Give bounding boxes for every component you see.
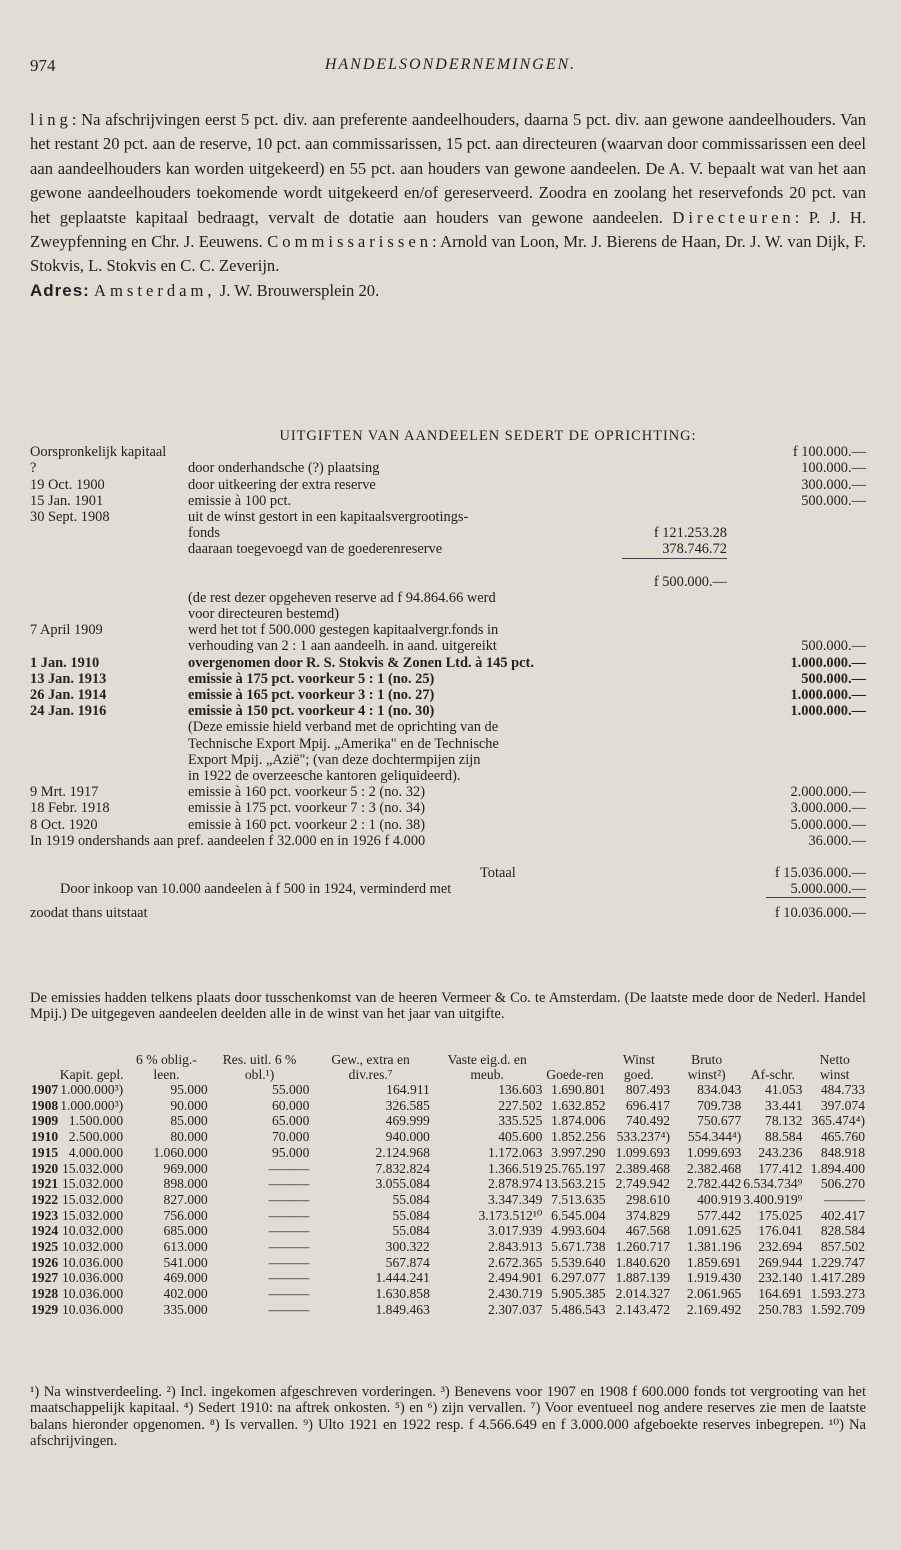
value-cell: 136.603 bbox=[498, 1082, 543, 1097]
issue-amount: 1.000.000.— bbox=[790, 654, 866, 671]
issue-amount: 500.000.— bbox=[801, 670, 866, 687]
value-cell: 1.592.709 bbox=[810, 1301, 865, 1317]
company-description bbox=[30, 108, 866, 303]
issue-row bbox=[30, 460, 866, 476]
directors-text: : P. J. H. Zweypfenning en Chr. J. Eeuwens. bbox=[30, 207, 866, 252]
value-cell: 5.905.385 bbox=[551, 1286, 606, 1302]
value-cell: 335.525 bbox=[498, 1113, 543, 1129]
value-cell: 33.441 bbox=[765, 1097, 803, 1113]
issue-description: in 1922 de overzeesche kantoren geliquideerd). bbox=[188, 767, 461, 784]
table-row bbox=[30, 1223, 866, 1239]
value-cell: 1.000.000³) bbox=[60, 1097, 124, 1113]
issue-date: 18 Febr. 1918 bbox=[30, 800, 110, 817]
value-cell: 1.840.620 bbox=[615, 1254, 671, 1270]
outstanding-amount: f 10.036.000.— bbox=[774, 905, 866, 922]
year-cell: 1909 bbox=[31, 1113, 59, 1129]
issue-row bbox=[30, 574, 866, 590]
value-cell: 175.025 bbox=[758, 1207, 803, 1223]
value-cell: 1.859.691 bbox=[686, 1254, 742, 1270]
value-cell: 1.099.693 bbox=[686, 1144, 742, 1160]
share-issues-list bbox=[30, 444, 866, 921]
value-cell: 857.502 bbox=[820, 1239, 865, 1255]
value-cell: 232.140 bbox=[758, 1270, 803, 1286]
value-cell: 1.593.273 bbox=[810, 1286, 865, 1302]
table-row bbox=[30, 1161, 866, 1177]
issue-date: ? bbox=[30, 460, 37, 477]
value-cell: 1.091.625 bbox=[686, 1223, 742, 1239]
year-cell: 1910 bbox=[31, 1129, 59, 1145]
value-cell: 65.000 bbox=[271, 1113, 310, 1129]
issue-description: emissie à 160 pct. voorkeur 5 : 2 (no. 32) bbox=[188, 784, 425, 801]
issue-amount: 36.000.— bbox=[808, 832, 866, 849]
issue-amount: f 100.000.— bbox=[792, 444, 866, 461]
value-cell: 740.492 bbox=[625, 1113, 671, 1129]
value-cell: ——— bbox=[268, 1254, 310, 1270]
value-cell: 2.672.365 bbox=[488, 1254, 543, 1270]
value-cell: 7.832.824 bbox=[375, 1160, 430, 1176]
issue-description: emissie à 165 pct. voorkeur 3 : 1 (no. 27) bbox=[188, 687, 435, 704]
value-cell: 4.993.604 bbox=[551, 1223, 606, 1239]
issue-row bbox=[30, 509, 866, 525]
year-cell: 1923 bbox=[31, 1207, 59, 1223]
issue-date: 24 Jan. 1916 bbox=[30, 703, 107, 720]
column-header: Goede-ren bbox=[546, 1067, 604, 1082]
value-cell: 15.032.000 bbox=[62, 1160, 124, 1176]
value-cell: 1.690.801 bbox=[551, 1082, 606, 1097]
value-cell: 1.849.463 bbox=[375, 1301, 430, 1317]
share-issues-heading: UITGIFTEN VAN AANDEELEN SEDERT DE OPRICHTING: bbox=[279, 428, 697, 444]
value-cell: 5.539.640 bbox=[551, 1254, 606, 1270]
buyback-row bbox=[30, 881, 866, 897]
issue-subamount: f 121.253.28 bbox=[653, 525, 727, 542]
value-cell: 4.000.000 bbox=[68, 1144, 124, 1160]
running-title: HANDELSONDERNEMINGEN. bbox=[324, 56, 577, 73]
issue-amount: 3.000.000.— bbox=[790, 800, 866, 817]
value-cell: 326.585 bbox=[385, 1097, 430, 1113]
value-cell: ——— bbox=[268, 1301, 310, 1317]
outstanding-row bbox=[30, 905, 866, 921]
table-row bbox=[30, 1145, 866, 1161]
issue-description: (Deze emissie hield verband met de oprichting van de bbox=[188, 719, 499, 736]
year-cell: 1927 bbox=[31, 1270, 59, 1286]
issue-amount: 1.000.000.— bbox=[790, 703, 866, 720]
value-cell: 10.032.000 bbox=[62, 1239, 124, 1255]
value-cell: ——— bbox=[268, 1270, 310, 1286]
issue-amount: 500.000.— bbox=[801, 492, 866, 509]
value-cell: 1.366.519 bbox=[488, 1160, 543, 1176]
value-cell: 298.610 bbox=[625, 1191, 671, 1207]
value-cell: 2.782.442 bbox=[686, 1176, 742, 1192]
year-cell: 1922 bbox=[31, 1191, 59, 1207]
commissioners-text: : Arnold van Loon, Mr. J. Bierens de Haan, Dr. J. W. van Dijk, F. Stokvis, L. Stokvis en C. C. Zeverijn. bbox=[30, 232, 866, 276]
issue-description: verhouding van 2 : 1 aan aandeelh. in aand. uitgereikt bbox=[188, 638, 497, 655]
issue-description: daaraan toegevoegd van de goederenreserve bbox=[188, 541, 443, 558]
value-cell: ——— bbox=[824, 1191, 865, 1207]
issue-amount: 300.000.— bbox=[801, 476, 866, 493]
table-row bbox=[30, 1286, 866, 1302]
issue-row bbox=[30, 606, 866, 622]
value-cell: 55.084 bbox=[392, 1223, 430, 1239]
value-cell: 374.829 bbox=[625, 1207, 671, 1223]
year-cell: 1924 bbox=[31, 1223, 59, 1239]
column-header bbox=[30, 1052, 59, 1082]
year-cell: 1915 bbox=[31, 1144, 59, 1160]
issue-date: 19 Oct. 1900 bbox=[30, 476, 105, 493]
value-cell: 807.493 bbox=[625, 1082, 671, 1097]
table-row bbox=[30, 1113, 866, 1129]
value-cell: 5.671.738 bbox=[551, 1239, 606, 1255]
financial-table bbox=[30, 1052, 866, 1318]
value-cell: 397.074 bbox=[820, 1097, 865, 1113]
table-row bbox=[30, 1082, 866, 1098]
year-cell: 1926 bbox=[31, 1254, 59, 1270]
table-row bbox=[30, 1239, 866, 1255]
value-cell: 2.878.974 bbox=[488, 1176, 543, 1192]
value-cell: 3.055.084 bbox=[375, 1176, 430, 1192]
issue-row bbox=[30, 671, 866, 687]
issue-date: 1 Jan. 1910 bbox=[30, 654, 100, 671]
value-cell: 465.760 bbox=[820, 1129, 865, 1145]
value-cell: 2.061.965 bbox=[686, 1286, 742, 1302]
page-header bbox=[30, 56, 871, 82]
value-cell: ——— bbox=[268, 1286, 310, 1302]
value-cell: ——— bbox=[268, 1176, 310, 1192]
page-number: 974 bbox=[30, 56, 56, 75]
value-cell: 2.014.327 bbox=[615, 1286, 671, 1302]
value-cell: 567.874 bbox=[385, 1254, 430, 1270]
commissioners-label: Commissarissen bbox=[267, 232, 432, 252]
issue-row bbox=[30, 558, 866, 574]
value-cell: 405.600 bbox=[498, 1129, 543, 1145]
value-cell: 1.630.858 bbox=[375, 1286, 430, 1302]
table-row bbox=[30, 1255, 866, 1271]
total-amount: f 15.036.000.— bbox=[774, 865, 866, 882]
value-cell: 750.677 bbox=[697, 1113, 742, 1129]
value-cell: 95.000 bbox=[170, 1082, 208, 1097]
issue-amount: 1.000.000.— bbox=[790, 687, 866, 704]
value-cell: 2.169.492 bbox=[686, 1301, 742, 1317]
value-cell: 2.307.037 bbox=[488, 1301, 543, 1317]
issue-row bbox=[30, 768, 866, 784]
value-cell: 6.534.734⁹ bbox=[743, 1176, 803, 1192]
spacer-row bbox=[30, 849, 866, 865]
value-cell: 1.417.289 bbox=[810, 1270, 865, 1286]
value-cell: 402.417 bbox=[820, 1207, 865, 1223]
profit-distribution-text: : Na afschrijvingen eerst 5 pct. div. aan preferente aandeelhouders, daarna 5 pct. div. aan gewone aandeelhouders. Van het restant 20 pct. aan de reserve, 10 pct. aan commissarissen, 15 pct. aan directeuren (waarvan door commissarissen een deel aan aandeelhouders kan worden uitgekeerd) en 55 pct. aan houders van gewone aandeelen. De A. V. bepaalt wat van het aan gewone aandeelhouders toekomende wordt uitgekeerd en/of gereserveerd. Zoodra en zoolang het reservefonds 20 pct. van het geplaatste kapitaal bedraagt, vervalt de dotatie aan houders van gewone aandeelen. bbox=[30, 110, 866, 227]
year-cell: 1929 bbox=[31, 1301, 59, 1317]
value-cell: 1.852.256 bbox=[551, 1129, 606, 1145]
table-row bbox=[30, 1270, 866, 1286]
issue-row bbox=[30, 590, 866, 606]
value-cell: 1.172.063 bbox=[488, 1144, 543, 1160]
issue-amount: 500.000.— bbox=[801, 638, 866, 655]
issue-description: overgenomen door R. S. Stokvis & Zonen Ltd. à 145 pct. bbox=[188, 654, 534, 671]
column-header: Winst goed. bbox=[622, 1052, 655, 1082]
value-cell: 90.000 bbox=[170, 1097, 208, 1113]
value-cell: 5.486.543 bbox=[551, 1301, 606, 1317]
value-cell: 898.000 bbox=[163, 1176, 208, 1192]
value-cell: 78.132 bbox=[765, 1113, 803, 1129]
issue-row bbox=[30, 622, 866, 638]
column-header: Af-schr. bbox=[750, 1067, 795, 1082]
column-header: Netto winst bbox=[819, 1052, 850, 1082]
issue-date: 13 Jan. 1913 bbox=[30, 670, 107, 687]
value-cell: 554.344⁴) bbox=[687, 1129, 742, 1145]
spaced-word: ling bbox=[30, 110, 72, 129]
table-row bbox=[30, 1176, 866, 1192]
value-cell: 3.347.349 bbox=[488, 1191, 543, 1207]
value-cell: 969.000 bbox=[163, 1160, 208, 1176]
value-cell: 176.041 bbox=[758, 1223, 803, 1239]
value-cell: 365.474⁴) bbox=[811, 1113, 865, 1129]
value-cell: 10.036.000 bbox=[62, 1270, 124, 1286]
financial-table-header bbox=[30, 1052, 866, 1082]
value-cell: 2.494.901 bbox=[488, 1270, 543, 1286]
value-cell: 613.000 bbox=[163, 1239, 208, 1255]
directors-label: Directeuren bbox=[672, 207, 795, 227]
column-header: Res. uitl. 6 % obl.¹) bbox=[222, 1052, 297, 1082]
issue-row bbox=[30, 736, 866, 752]
issue-description: emissie à 100 pct. bbox=[188, 492, 292, 509]
value-cell: 243.236 bbox=[758, 1144, 803, 1160]
value-cell: 1.060.000 bbox=[153, 1144, 208, 1160]
value-cell: 232.694 bbox=[758, 1239, 803, 1255]
value-cell: 15.032.000 bbox=[62, 1191, 124, 1207]
issue-description: uit de winst gestort in een kapitaalsvergrootings- bbox=[188, 508, 469, 525]
value-cell: 2.124.968 bbox=[375, 1144, 430, 1160]
value-cell: 484.733 bbox=[820, 1082, 865, 1097]
value-cell: 10.036.000 bbox=[62, 1254, 124, 1270]
value-cell: 177.412 bbox=[758, 1160, 803, 1176]
value-cell: 95.000 bbox=[271, 1144, 310, 1160]
issue-description: emissie à 150 pct. voorkeur 4 : 1 (no. 30) bbox=[188, 703, 435, 720]
value-cell: 685.000 bbox=[163, 1223, 208, 1239]
value-cell: ——— bbox=[268, 1160, 310, 1176]
issue-date: In 1919 ondershands aan pref. aandeelen f 32.000 en in 1926 f 4.000 bbox=[30, 832, 426, 849]
issue-row bbox=[30, 703, 866, 719]
value-cell: 55.084 bbox=[392, 1207, 430, 1223]
value-cell: 2.389.468 bbox=[615, 1160, 671, 1176]
financial-table-body bbox=[30, 1082, 866, 1318]
value-cell: 940.000 bbox=[385, 1129, 430, 1145]
value-cell: 1.887.139 bbox=[615, 1270, 671, 1286]
issue-row bbox=[30, 525, 866, 541]
value-cell: 1.000.000³) bbox=[60, 1082, 124, 1097]
issue-date: 30 Sept. 1908 bbox=[30, 508, 110, 525]
outstanding-label: zoodat thans uitstaat bbox=[30, 905, 148, 922]
issue-amount: 5.000.000.— bbox=[790, 816, 866, 833]
value-cell: 1.500.000 bbox=[68, 1113, 124, 1129]
value-cell: 10.036.000 bbox=[62, 1286, 124, 1302]
column-header: Kapit. gepl. bbox=[59, 1067, 124, 1082]
issue-row bbox=[30, 477, 866, 493]
issue-date: 26 Jan. 1914 bbox=[30, 687, 107, 704]
value-cell: 469.999 bbox=[385, 1113, 430, 1129]
issue-row bbox=[30, 817, 866, 833]
value-cell: ——— bbox=[268, 1207, 310, 1223]
value-cell: 164.911 bbox=[386, 1082, 430, 1097]
buyback-amount: 5.000.000.— bbox=[790, 881, 866, 898]
address-city: Amsterdam, bbox=[94, 280, 216, 300]
value-cell: 709.738 bbox=[697, 1097, 742, 1113]
issue-amount: 100.000.— bbox=[801, 460, 866, 477]
value-cell: 41.053 bbox=[765, 1082, 803, 1097]
value-cell: 533.237⁴) bbox=[616, 1129, 671, 1145]
column-header: 6 % oblig.-leen. bbox=[136, 1052, 197, 1082]
issue-description: Technische Export Mpij. „Amerika" en de Technische bbox=[188, 735, 499, 752]
issue-date: 9 Mrt. 1917 bbox=[30, 784, 99, 801]
year-cell: 1920 bbox=[31, 1160, 59, 1176]
value-cell: 85.000 bbox=[170, 1113, 208, 1129]
value-cell: 467.568 bbox=[625, 1223, 671, 1239]
value-cell: 227.502 bbox=[498, 1097, 543, 1113]
value-cell: 55.084 bbox=[392, 1191, 430, 1207]
value-cell: 2.382.468 bbox=[686, 1160, 742, 1176]
issue-row bbox=[30, 655, 866, 671]
value-cell: 55.000 bbox=[271, 1082, 310, 1097]
value-cell: 506.270 bbox=[820, 1176, 865, 1192]
value-cell: ——— bbox=[268, 1223, 310, 1239]
issue-description: door onderhandsche (?) plaatsing bbox=[188, 460, 380, 477]
table-row bbox=[30, 1192, 866, 1208]
value-cell: 1.632.852 bbox=[551, 1097, 606, 1113]
issue-date: 7 April 1909 bbox=[30, 622, 103, 639]
value-cell: 2.143.472 bbox=[615, 1301, 671, 1317]
issue-row bbox=[30, 541, 866, 557]
year-cell: 1921 bbox=[31, 1176, 59, 1192]
value-cell: 70.000 bbox=[271, 1129, 310, 1145]
value-cell: 1.894.400 bbox=[810, 1160, 865, 1176]
value-cell: 60.000 bbox=[271, 1097, 310, 1113]
value-cell: 834.043 bbox=[697, 1082, 742, 1097]
value-cell: 3.400.919⁹ bbox=[743, 1191, 803, 1207]
value-cell: 1.229.747 bbox=[810, 1254, 865, 1270]
issue-row bbox=[30, 784, 866, 800]
value-cell: 1.919.430 bbox=[686, 1270, 742, 1286]
issue-row bbox=[30, 444, 866, 460]
value-cell: 1.381.196 bbox=[686, 1239, 742, 1255]
issue-description: Export Mpij. „Azië"; (van deze dochtermpijen zijn bbox=[188, 751, 481, 768]
issue-date: Oorspronkelijk kapitaal bbox=[30, 444, 167, 461]
issue-date: 8 Oct. 1920 bbox=[30, 816, 98, 833]
value-cell: 2.843.913 bbox=[488, 1239, 543, 1255]
table-row bbox=[30, 1098, 866, 1114]
total-label: Totaal bbox=[480, 865, 516, 882]
year-cell: 1907 bbox=[31, 1082, 59, 1097]
emissions-note: De emissies hadden telkens plaats door tusschenkomst van de heeren Vermeer & Co. te Amsterdam. (De laatste mede door de Nederl. Handel Mpij.) De uitgegeven aandeelen deelden alle in de winst van het jaar van uitgifte. bbox=[30, 990, 866, 1023]
year-cell: 1925 bbox=[31, 1239, 59, 1255]
value-cell: 335.000 bbox=[163, 1301, 208, 1317]
value-cell: 15.032.000 bbox=[62, 1176, 124, 1192]
column-header: Bruto winst²) bbox=[687, 1052, 726, 1082]
value-cell: 577.442 bbox=[697, 1207, 742, 1223]
issue-row bbox=[30, 687, 866, 703]
share-issues-section bbox=[30, 428, 866, 922]
value-cell: 15.032.000 bbox=[62, 1207, 124, 1223]
value-cell: 756.000 bbox=[163, 1207, 208, 1223]
issue-row bbox=[30, 719, 866, 735]
value-cell: 164.691 bbox=[758, 1286, 803, 1302]
issue-description: (de rest dezer opgeheven reserve ad f 94.864.66 werd bbox=[188, 589, 496, 606]
footnotes: ¹) Na winstverdeeling. ²) Incl. ingekomen afgeschreven vorderingen. ³) Benevens voor 1907 en 1908 f 600.000 fonds tot vergrooting van het maatschappelijk kapitaal. ⁴) Sedert 1910: na aftrek onkosten. ⁵) en ⁶) zijn vervallen. ⁷) Voor eventueel nog andere reserves zie men de laatste balans hieronder opgenomen. ⁸) Is vervallen. ⁹) Ulto 1921 en 1922 resp. f 4.566.649 en f 3.000.000 afgeboekte reserves inbegrepen. ¹⁰) Na afschrijvingen. bbox=[30, 1384, 866, 1450]
issue-description: emissie à 175 pct. voorkeur 5 : 1 (no. 25) bbox=[188, 670, 435, 687]
year-cell: 1908 bbox=[31, 1097, 59, 1113]
value-cell: 402.000 bbox=[163, 1286, 208, 1302]
value-cell: 1.874.006 bbox=[551, 1113, 606, 1129]
value-cell: 469.000 bbox=[163, 1270, 208, 1286]
value-cell: 1.260.717 bbox=[615, 1239, 671, 1255]
value-cell: 3.017.939 bbox=[488, 1223, 543, 1239]
value-cell: 80.000 bbox=[170, 1129, 208, 1145]
issue-description: emissie à 160 pct. voorkeur 2 : 1 (no. 38) bbox=[188, 816, 425, 833]
issue-subamount: 378.746.72 bbox=[662, 541, 727, 558]
value-cell: 827.000 bbox=[163, 1191, 208, 1207]
value-cell: 6.297.077 bbox=[551, 1270, 606, 1286]
issue-row bbox=[30, 752, 866, 768]
value-cell: 2.749.942 bbox=[615, 1176, 671, 1192]
value-cell: 10.032.000 bbox=[62, 1223, 124, 1239]
issue-row bbox=[30, 833, 866, 849]
value-cell: 269.944 bbox=[758, 1254, 803, 1270]
issue-description: werd het tot f 500.000 gestegen kapitaalvergr.fonds in bbox=[188, 622, 499, 639]
spacer-row bbox=[30, 897, 866, 905]
issue-description: emissie à 175 pct. voorkeur 7 : 3 (no. 34) bbox=[188, 800, 425, 817]
value-cell: 541.000 bbox=[163, 1254, 208, 1270]
buyback-text: Door inkoop van 10.000 aandeelen à f 500 in 1924, verminderd met bbox=[60, 881, 452, 898]
value-cell: 828.584 bbox=[820, 1223, 865, 1239]
issue-description: door uitkeering der extra reserve bbox=[188, 476, 376, 493]
value-cell: 848.918 bbox=[820, 1144, 865, 1160]
value-cell: 13.563.215 bbox=[544, 1176, 606, 1192]
total-row bbox=[30, 865, 866, 881]
column-header: Gew., extra en div.res.⁷ bbox=[331, 1052, 410, 1082]
issue-date: 15 Jan. 1901 bbox=[30, 492, 104, 509]
issue-amount: 2.000.000.— bbox=[790, 784, 866, 801]
value-cell: 300.322 bbox=[385, 1239, 430, 1255]
table-row bbox=[30, 1302, 866, 1318]
value-cell: 2.500.000 bbox=[68, 1129, 124, 1145]
value-cell: 2.430.719 bbox=[488, 1286, 543, 1302]
year-cell: 1928 bbox=[31, 1286, 59, 1302]
issue-description: fonds bbox=[188, 525, 220, 542]
issue-row bbox=[30, 800, 866, 816]
value-cell: ——— bbox=[268, 1191, 310, 1207]
value-cell: 25.765.197 bbox=[544, 1160, 606, 1176]
value-cell: 696.417 bbox=[625, 1097, 671, 1113]
issue-subamount: f 500.000.— bbox=[653, 573, 727, 590]
column-header: Vaste eig.d. en meub. bbox=[447, 1052, 527, 1082]
table-row bbox=[30, 1129, 866, 1145]
value-cell: 10.036.000 bbox=[62, 1301, 124, 1317]
table-row bbox=[30, 1208, 866, 1224]
address-label: Adres: bbox=[30, 280, 90, 300]
value-cell: 7.513.635 bbox=[551, 1191, 606, 1207]
issue-row bbox=[30, 493, 866, 509]
value-cell: ——— bbox=[268, 1239, 310, 1255]
value-cell: 250.783 bbox=[758, 1301, 803, 1317]
value-cell: 1.444.241 bbox=[375, 1270, 430, 1286]
value-cell: 3.997.290 bbox=[551, 1144, 606, 1160]
issue-description: voor directeuren bestemd) bbox=[188, 606, 340, 623]
value-cell: 88.584 bbox=[765, 1129, 803, 1145]
address-street: J. W. Brouwersplein 20. bbox=[219, 280, 380, 300]
value-cell: 3.173.512¹⁰ bbox=[478, 1207, 543, 1223]
issue-row bbox=[30, 638, 866, 654]
value-cell: 1.099.693 bbox=[615, 1144, 671, 1160]
value-cell: 400.919 bbox=[697, 1191, 742, 1207]
value-cell: 6.545.004 bbox=[551, 1207, 606, 1223]
